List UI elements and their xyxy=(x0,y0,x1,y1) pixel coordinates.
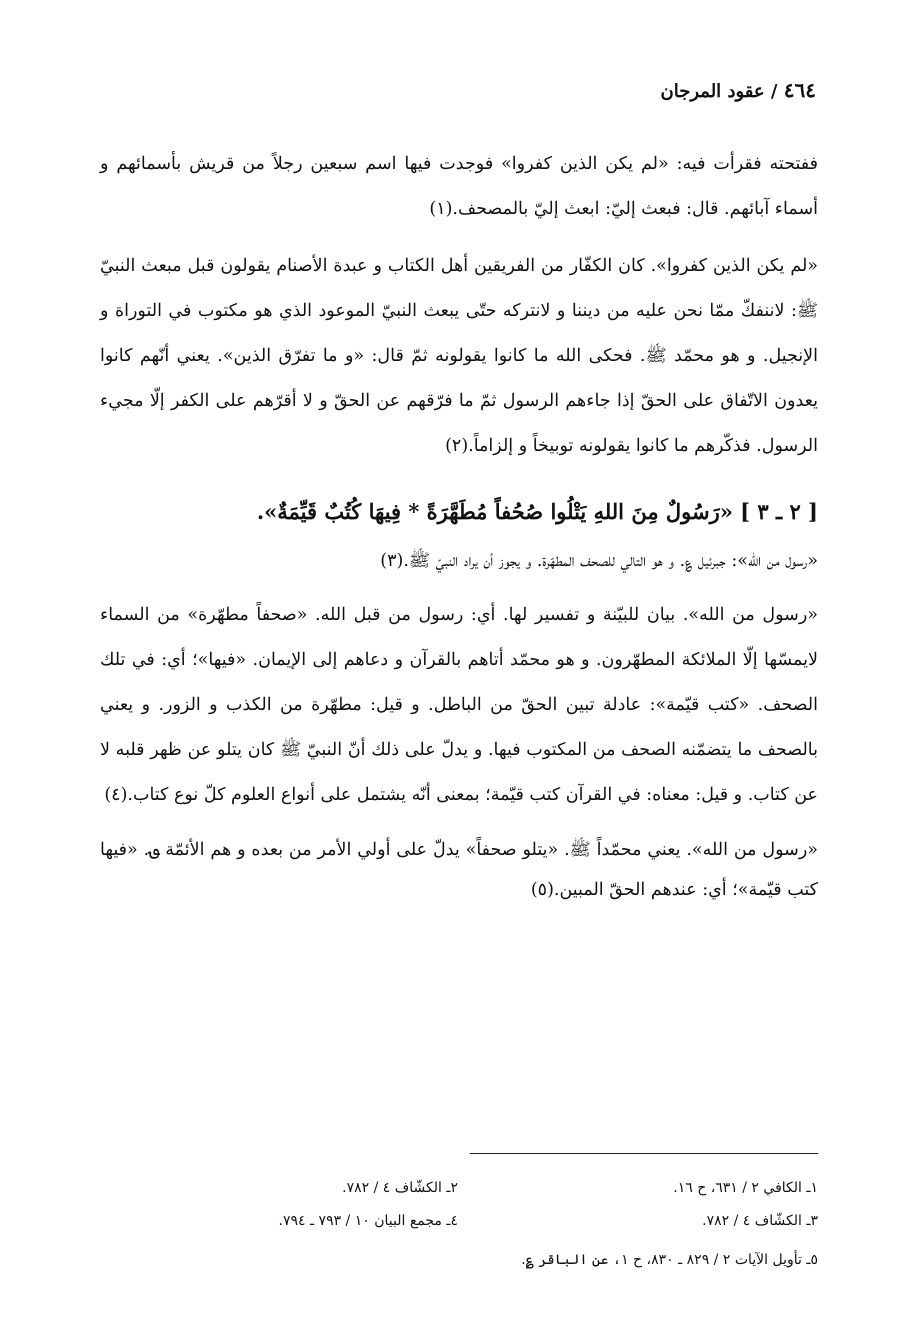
footnote-3: ٣ـ الكشّاف ٤ / ٧٨٢. xyxy=(702,1213,818,1229)
page-header xyxy=(661,78,816,102)
footnote-5: ٥ـ تأويل الآيات ٢ / ٨٢٩ ـ ٨٣٠، ح ١، عن الباقر ؏. xyxy=(521,1252,818,1268)
paragraph-1: ففتحته فقرأت فيه: «لم يكن الذين كفروا» فوجدت فيها اسم سبعين رجلاً من قريش بأسمائهم و أسماء آبائهم. قال: فبعث إليّ: ابعث إليّ بالمصحف.(١) xyxy=(100,154,818,219)
paragraph-4: «رسول من الله». بيان للبيّنة و تفسير لها. أي: رسول من قبل الله. «صحفاً مطهّرة» من السماء لايمسّها إلّا الملائكة المطهّرون. و هو محمّد أتاهم بالقرآن و دعاهم إلى الإيمان. «فيها»؛ أي: في تلك الصحف. «كتب قيّمة»: عادلة تبين الحقّ من الباطل. و قيل: مطهّرة من الكذب و الزور. و يعني بالصحف ما يتضمّنه الصحف من المكتوب فيها. و يدلّ على ذلك أنّ النبيّ ﷺ كان يتلو عن ظهر قلبه لا عن كتاب. و قيل: معناه: في القرآن كتب قيّمة؛ بمعنى أنّه يشتمل على أنواع العلوم كلّ نوع كتاب.(٤) xyxy=(100,605,818,805)
verse-heading: [ ٢ ـ ٣ ] «رَسُولٌ مِنَ اللهِ يَتْلُوا صُحُفاً مُطَهَّرَةً * فِيهَا كُتُبٌ قَيِّمَةٌ». xyxy=(256,499,818,524)
page-number: ٤٦٤ xyxy=(783,78,816,102)
footnote-divider xyxy=(470,1153,818,1154)
paragraph-3: «رسول من الله»: جبرئيل ؏. و هو التالي للصحف المطهّرة. و يجوز أن يراد النبيّ ﷺ.(٣) xyxy=(380,551,818,571)
paragraph-5: «رسول من الله». يعني محمّداً ﷺ. «يتلو صحفاً» يدلّ على أولي الأمر من بعده و هم الأئمّة ؈. «فيها كتب قيّمة»؛ أي: عندهم الحقّ المبين.(٥) xyxy=(100,840,818,900)
paragraph-2: «لم يكن الذين كفروا». كان الكفّار من الفريقين أهل الكتاب و عبدة الأصنام يقولون قبل مبعث النبيّ ﷺ: لاننفكّ ممّا نحن عليه من ديننا و لانتركه حتّى يبعث النبيّ الموعود الذي هو مكتوب في التوراة و الإنجيل. و هو محمّد ﷺ. فحكى الله ما كانوا يقولونه ثمّ قال: «و ما تفرّق الذين». يعني أنّهم كانوا يعدون الاتّفاق على الحقّ إذا جاءهم الرسول ثمّ ما فرّقهم عن الحقّ و لا أقرّهم على الكفر إلّا مجيء الرسول. فذكّرهم ما كانوا يقولونه توبيخاً و إلزاماً.(٢) xyxy=(100,256,818,456)
footnote-2: ٢ـ الكشّاف ٤ / ٧٨٢. xyxy=(342,1180,458,1196)
header-separator: / xyxy=(770,81,778,102)
book-title: عقود المرجان xyxy=(660,81,765,102)
footnote-1: ١ـ الكافي ٢ / ٦٣١، ح ١٦. xyxy=(673,1180,818,1196)
main-text xyxy=(100,142,818,910)
footnote-4: ٤ـ مجمع البيان ١٠ / ٧٩٣ ـ ٧٩٤. xyxy=(278,1213,458,1229)
